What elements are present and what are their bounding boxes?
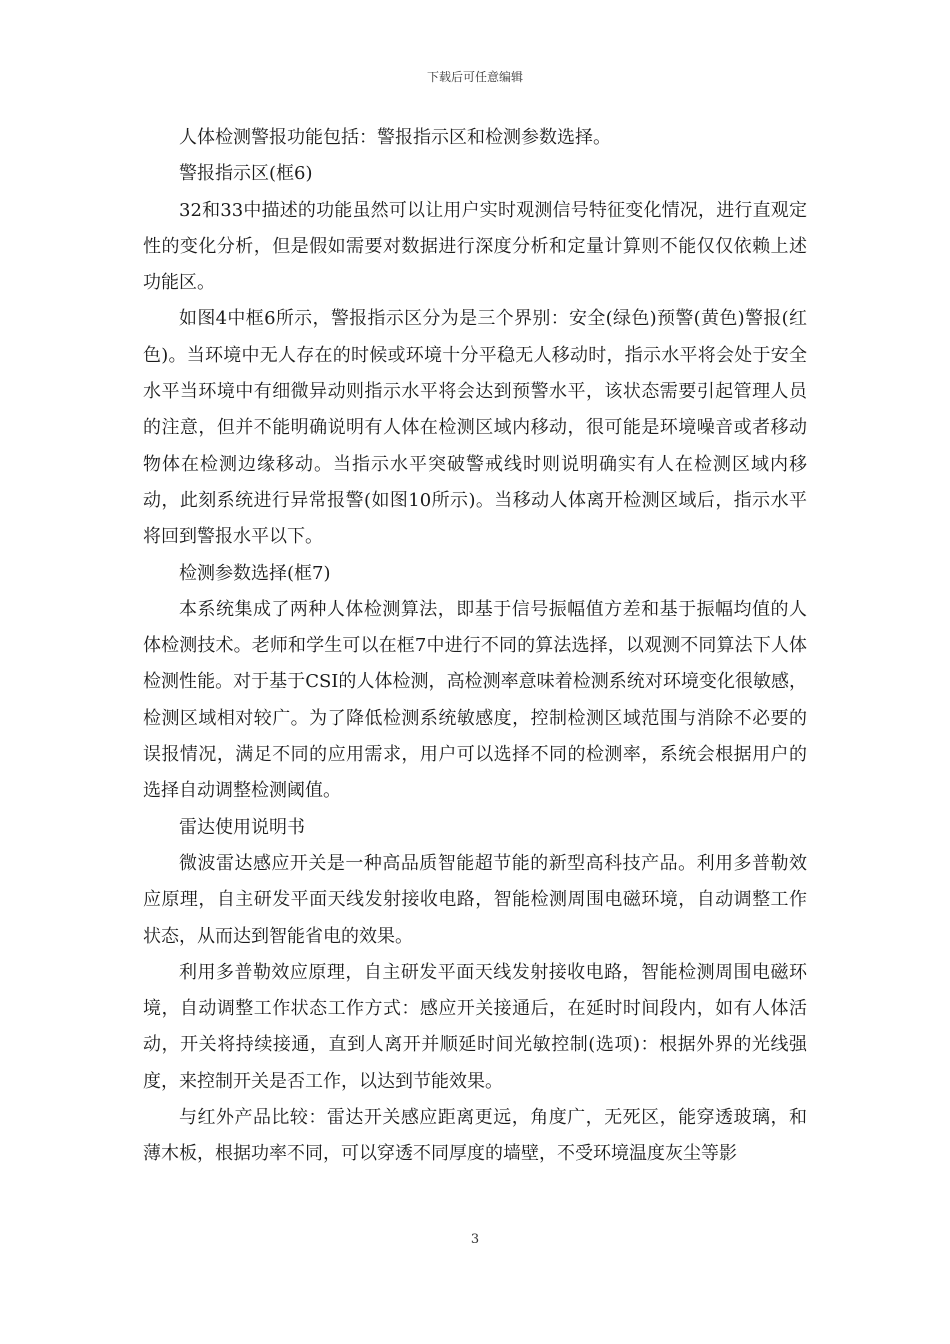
paragraph: 利用多普勒效应原理，自主研发平面天线发射接收电路，智能检测周围电磁环境，自动调整工作状态工作方式：感应开关接通后，在延时时间段内，如有人体活动，开关将持续接通，直到人离开并顺延时间光敏控制(选项)：根据外界的光线强度，来控制开关是否工作，以达到节能效果。 [143,961,807,1092]
paragraph: 如图4中框6所示，警报指示区分为是三个界别：安全(绿色)预警(黄色)警报(红色)。当环境中无人存在的时候或环境十分平稳无人移动时，指示水平将会处于安全水平当环境中有细微异动则指示水平将会达到预警水平，该状态需要引起管理人员的注意，但并不能明确说明有人体在检测区域内移动，很可能是环境噪音或者移动物体在检测边缘移动。当指示水平突破警戒线时则说明确实有人在检测区域内移动，此刻系统进行异常报警(如图10所示)。当移动人体离开检测区域后，指示水平将回到警报水平以下。 [143,308,807,548]
section-heading-radar-manual: 雷达使用说明书 [179,816,305,838]
document-body [143,120,807,1173]
page-header: 下载后可任意编辑 [426,70,523,84]
section-heading-detection-params: 检测参数选择(框7) [179,562,331,584]
paragraph: 32和33中描述的功能虽然可以让用户实时观测信号特征变化情况，进行直观定性的变化分析，但是假如需要对数据进行深度分析和定量计算则不能仅仅依赖上述功能区。 [143,199,807,294]
paragraph: 本系统集成了两种人体检测算法，即基于信号振幅值方差和基于振幅均值的人体检测技术。老师和学生可以在框7中进行不同的算法选择，以观测不同算法下人体检测性能。对于基于CSI的人体检测，高检测率意味着检测系统对环境变化很敏感，检测区域相对较广。为了降低检测系统敏感度，控制检测区域范围与消除不必要的误报情况，满足不同的应用需求，用户可以选择不同的检测率，系统会根据用户的选择自动调整检测阈值。 [143,598,807,802]
paragraph-intro: 人体检测警报功能包括：警报指示区和检测参数选择。 [179,127,611,148]
page-number: 3 [470,1232,480,1247]
section-heading-alarm-area: 警报指示区(框6) [179,163,313,185]
paragraph: 微波雷达感应开关是一种高品质智能超节能的新型高科技产品。利用多普勒效应原理，自主研发平面天线发射接收电路，智能检测周围电磁环境，自动调整工作状态，从而达到智能省电的效果。 [143,852,807,947]
paragraph: 与红外产品比较：雷达开关感应距离更远，角度广，无死区，能穿透玻璃，和薄木板，根据功率不同，可以穿透不同厚度的墙壁，不受环境温度灰尘等影 [143,1107,807,1165]
